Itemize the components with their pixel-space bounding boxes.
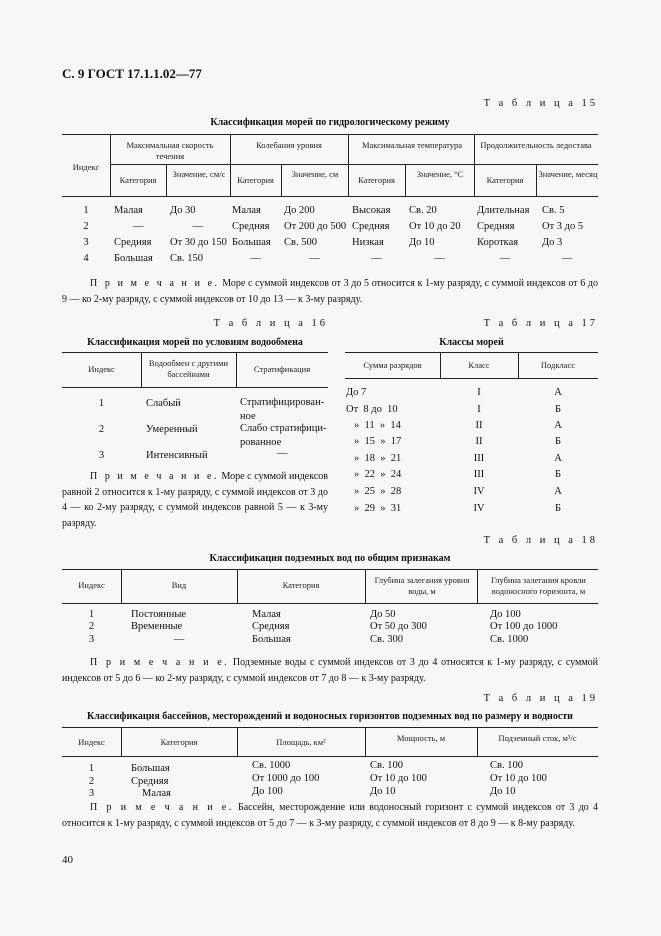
t18-note: П р и м е ч а н и е. Подземные воды с суммой индексов от 3 до 4 относятся к 1-му разряду, с суммой индексов от 5 до 6 — ко 2-му разряду, с суммой индексов от 7 до 8 — к 3-му разряду.	[62, 657, 599, 684]
t19-col-index: Индекс	[78, 737, 105, 747]
t16-title: Классификация морей по условиям водообмена	[87, 337, 303, 348]
t15-group-2: Колебания уровня	[256, 140, 322, 150]
t16-col-strat: Стратификация	[253, 364, 311, 374]
t19-label: Т а б л и ц а 19	[483, 693, 598, 704]
t17-label: Т а б л и ц а 17	[483, 318, 598, 329]
t17-col-subclass: Подкласс	[540, 360, 576, 370]
t17-col-sum: Сумма разрядов	[363, 360, 422, 370]
t18-col-kind: Вид	[171, 580, 187, 590]
t15-sub-cat-3: Категория	[358, 175, 395, 185]
t18-col-index: Индекс	[78, 580, 105, 590]
t15-group-1: Максимальная скорость течения	[126, 140, 214, 161]
t15-group-3: Максимальная температура	[361, 140, 463, 150]
t15-label: Т а б л и ц а 15	[483, 98, 598, 109]
t16-col-index: Индекс	[88, 364, 115, 374]
page-number: 40	[62, 854, 73, 866]
t19-col-category: Категория	[160, 737, 198, 747]
t16-label: Т а б л и ц а 16	[213, 318, 328, 329]
t17-col-class: Класс	[468, 360, 490, 370]
t18-label: Т а б л и ц а 18	[483, 535, 598, 546]
t19-note: П р и м е ч а н и е. Бассейн, месторождение или водоносный горизонт с суммой индексов от 3 до 4 относится к 1-му разряду, с суммой индексов от 5 до 7 — к 3-му разряду, с суммой индексов от 8 до 9 — к 8-му разряду.	[62, 802, 598, 829]
t15-sub-val-4: Значение, месяц	[538, 169, 598, 179]
t15-sub-cat-1: Категория	[119, 175, 157, 185]
page-header: С. 9 ГОСТ 17.1.1.02—77	[62, 66, 202, 81]
t15-sub-cat-4: Категория	[486, 175, 524, 185]
t16-col-exchange: Водообмен с другими бассейнами	[148, 358, 229, 379]
t15-sub-cat-2: Категория	[237, 175, 274, 185]
t16-note: П р и м е ч а н и е. Море с суммой индексов равной 2 относится к 1-му разряду, с суммой индексов от 3 до 4 — ко 2-му разряду, с суммой индексов равной 5 — к 3-му разряду.	[62, 471, 329, 529]
t15-note: П р и м е ч а н и е. Море с суммой индексов от 3 до 5 относится к 1-му разряду, с суммой индексов от 6 до 9 — ко 2-му разряду, с суммой индексов от 10 до 13 — к 3-му разряду.	[62, 278, 598, 305]
t19-col-area: Площадь, км²	[276, 737, 326, 747]
t18-col-category: Категория	[282, 580, 320, 590]
t19-title: Классификация бассейнов, месторождений и водоносных горизонтов подземных вод по размеру и водности	[87, 711, 573, 722]
t19-col-flow: Подземный сток, м³/с	[498, 733, 577, 743]
t19-col-thickness: Мощность, м	[396, 733, 446, 743]
t15-sub-val-1: Значение, см/с	[172, 169, 226, 179]
t18-col-depth-roof: Глубина залегания кровли водоносного горизонта, м	[491, 575, 586, 596]
t15-title: Классификация морей по гидрологическому режиму	[210, 117, 450, 128]
t18-title: Классификация подземных вод по общим признакам	[209, 553, 451, 564]
t15-sub-val-3: Значение, °С	[416, 169, 464, 179]
t15-group-4: Продолжительность ледостава	[480, 140, 592, 150]
t17-title: Классы морей	[439, 337, 504, 348]
t15-sub-val-2: Значение, см	[291, 169, 339, 179]
t18-col-depth-level: Глубина залегания уровня воды, м	[374, 575, 470, 596]
t15-col-index: Индекс	[72, 162, 100, 172]
